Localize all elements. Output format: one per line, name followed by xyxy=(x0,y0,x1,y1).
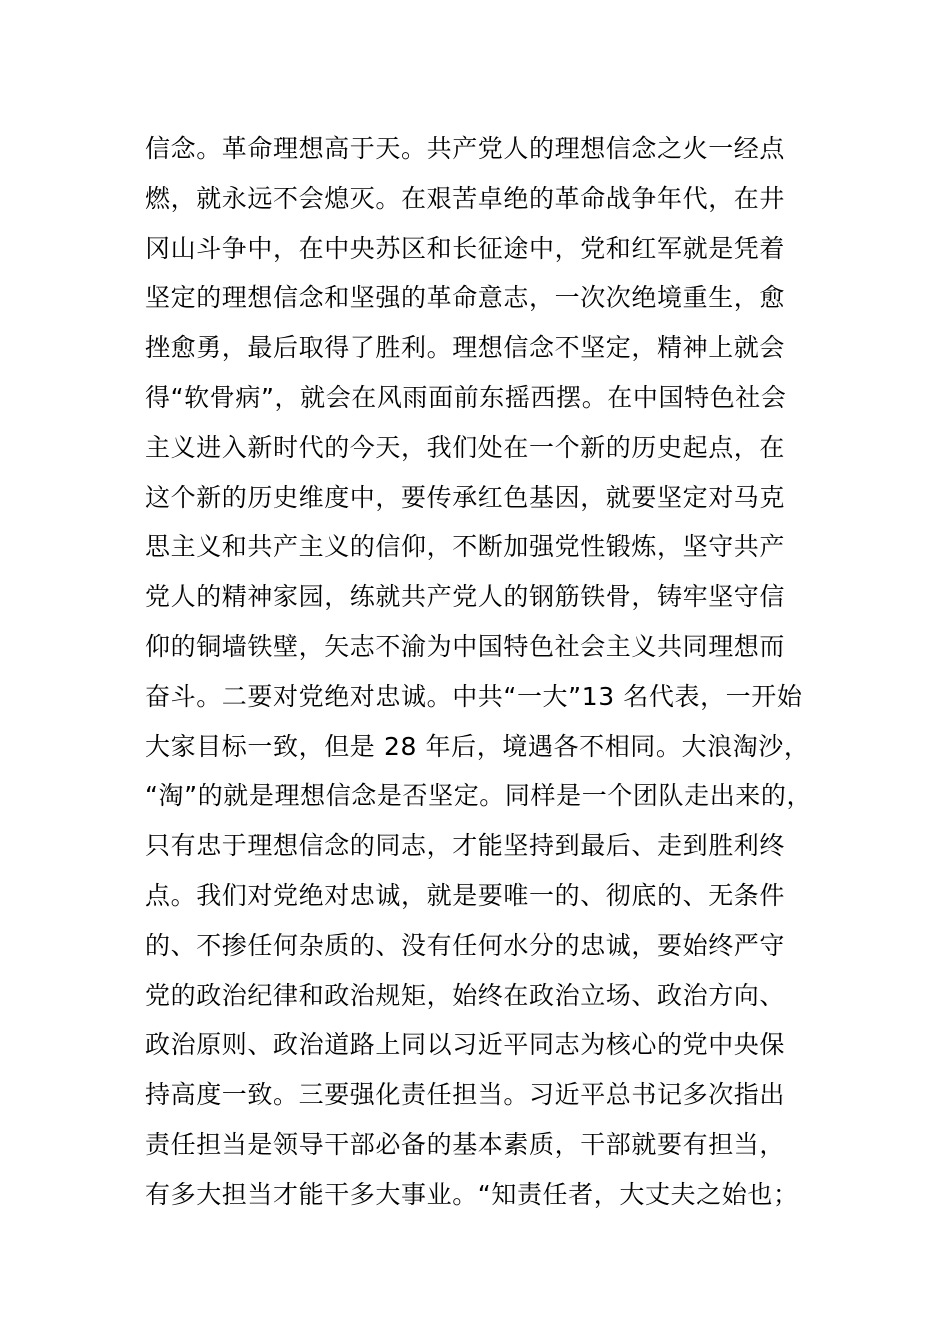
text-line: 党的政治纪律和政治规矩，始终在政治立场、政治方向、 xyxy=(145,980,786,1010)
text-line: 点。我们对党绝对忠诚，就是要唯一的、彻底的、无条件 xyxy=(145,880,786,910)
text-line: 党人的精神家园，练就共产党人的钢筋铁骨，铸牢坚守信 xyxy=(145,582,786,612)
text-line: 这个新的历史维度中，要传承红色基因，就要坚定对马克 xyxy=(145,482,786,512)
text-line: 仰的铜墙铁壁，矢志不渝为中国特色社会主义共同理想而 xyxy=(145,631,786,661)
text-line: 冈山斗争中，在中央苏区和长征途中，党和红军就是凭着 xyxy=(145,233,786,263)
text-line: 有多大担当才能干多大事业。“知责任者，大丈夫之始也； xyxy=(145,1179,799,1209)
text-line: 持高度一致。三要强化责任担当。习近平总书记多次指出 xyxy=(145,1080,786,1110)
text-line: 的、不掺任何杂质的、没有任何水分的忠诚，要始终严守 xyxy=(145,930,786,960)
text-line: 坚定的理想信念和坚强的革命意志，一次次绝境重生，愈 xyxy=(145,283,786,313)
text-line: “淘”的就是理想信念是否坚定。同样是一个团队走出来的， xyxy=(145,781,813,811)
text-line: 思主义和共产主义的信仰，不断加强党性锻炼，坚守共产 xyxy=(145,532,786,562)
text-line: 主义进入新时代的今天，我们处在一个新的历史起点，在 xyxy=(145,432,786,462)
text-line: 燃，就永远不会熄灭。在艰苦卓绝的革命战争年代，在井 xyxy=(145,183,786,213)
text-line: 只有忠于理想信念的同志，才能坚持到最后、走到胜利终 xyxy=(145,831,786,861)
body-text xyxy=(145,124,845,1220)
text-line: 信念。革命理想高于天。共产党人的理想信念之火一经点 xyxy=(145,134,786,163)
text-line: 得“软骨病”，就会在风雨面前东摇西摆。在中国特色社会 xyxy=(145,382,787,412)
text-line: 奋斗。二要对党绝对忠诚。中共“一大”13 名代表，一开始 xyxy=(145,681,803,711)
text-line: 挫愈勇，最后取得了胜利。理想信念不坚定，精神上就会 xyxy=(145,333,786,363)
text-line: 责任担当是领导干部必备的基本素质，干部就要有担当， xyxy=(145,1129,786,1159)
text-line: 大家目标一致，但是 28 年后，境遇各不相同。大浪淘沙， xyxy=(145,731,810,761)
text-line: 政治原则、政治道路上同以习近平同志为核心的党中央保 xyxy=(145,1030,786,1060)
